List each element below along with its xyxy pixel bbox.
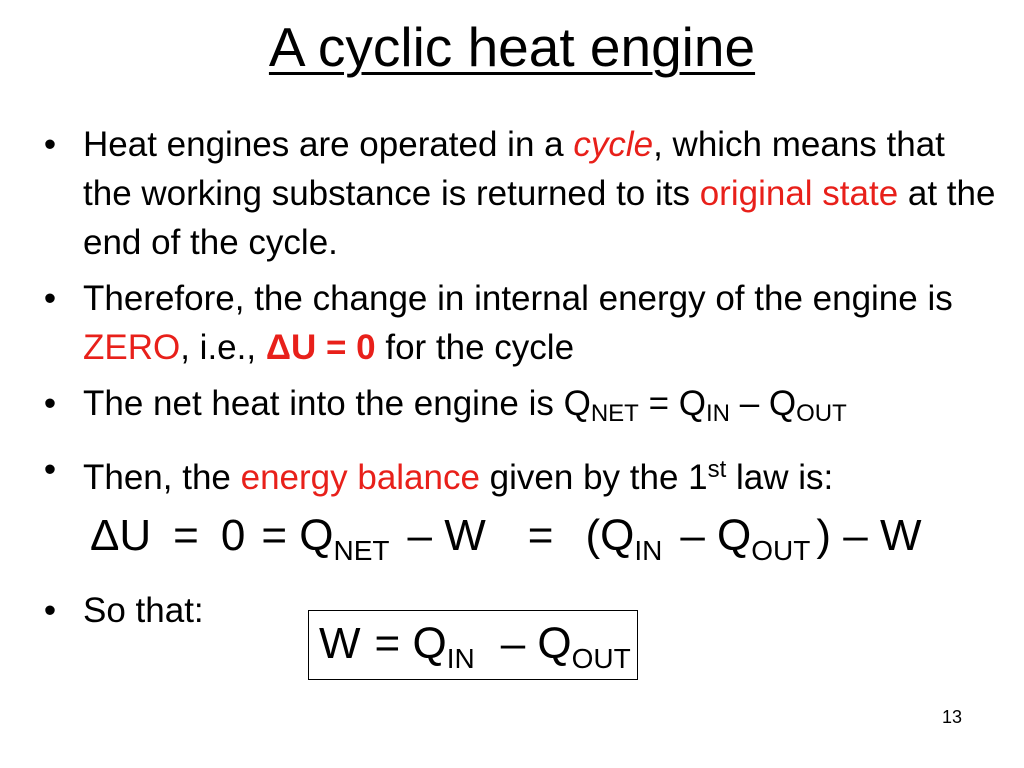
emphasis-original-state: original state — [699, 174, 899, 213]
bullet-dot-icon: • — [43, 279, 57, 318]
bullet-list — [40, 120, 1000, 509]
bullet-dot-icon: • — [43, 591, 57, 630]
bullet-dot-icon: • — [43, 125, 57, 164]
emphasis-cycle: cycle — [573, 125, 654, 164]
bullet-so-that: • So that: — [40, 586, 1000, 635]
work-equation-box: $W = Q_{IN} - Q_{OUT}$ — [308, 610, 638, 680]
bullet-cycle: • Heat engines are operated in a cycle, which means that the working substance is returned to its original state at the end of the cycle. — [40, 120, 1000, 267]
bullet-energy-balance: • Then, the energy balance given by the 1st law is: — [40, 445, 1000, 502]
slide-title: A cyclic heat engine — [268, 16, 756, 78]
page-number: 13 — [941, 707, 962, 727]
emphasis-zero: ZERO — [83, 328, 181, 367]
energy-balance-equation: $\Delta U = 0 = Q_{NET} - W = (Q_{IN} - Q_{OUT}$ ) – W — [90, 511, 922, 566]
bullet-dot-icon: • — [43, 450, 57, 489]
bullet-internal-energy: • Therefore, the change in internal energy of the engine is ZERO, i.e., ΔU = 0 for the cycle — [40, 274, 1000, 372]
emphasis-energy-balance: energy balance — [240, 458, 480, 497]
bullet-net-heat: • The net heat into the engine is $Q_{NET} = Q_{IN} - Q_{OUT}$ — [40, 379, 1000, 438]
bullet-dot-icon: • — [43, 384, 57, 423]
emphasis-delta-u: ΔU = 0 — [265, 328, 376, 367]
